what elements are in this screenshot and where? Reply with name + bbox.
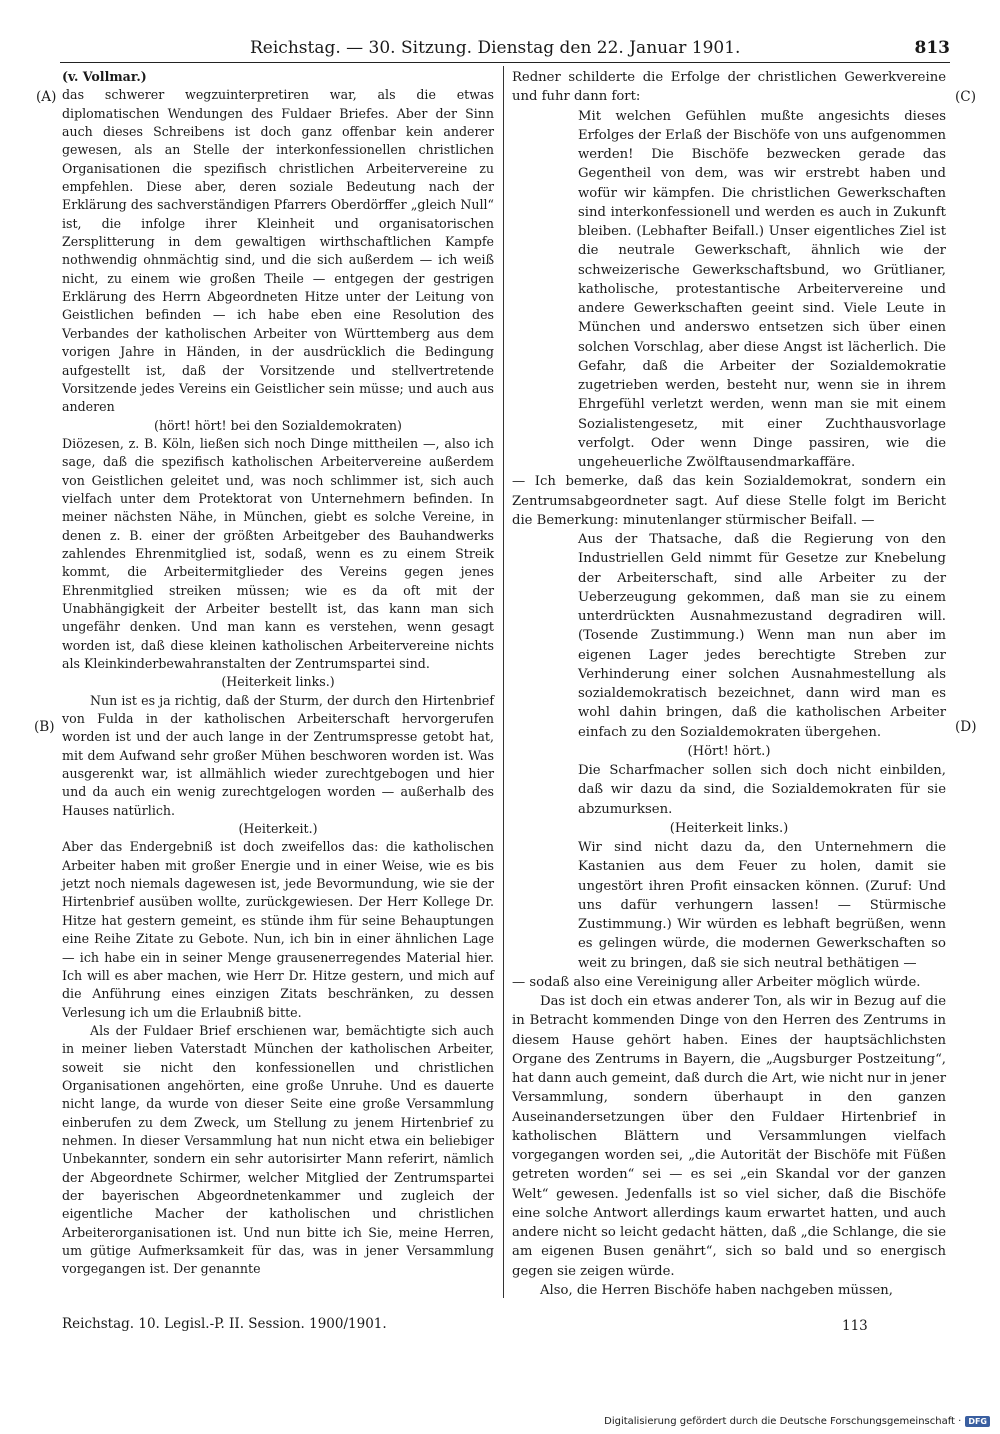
interjection: (Heiterkeit links.) (221, 674, 335, 690)
paragraph: das schwerer wegzuinterpretiren war, als die etwas diplomatischen Wendungen des Fuldaer Briefes. Aber der Sinn auch dieses Schreibens ist doch ganz offenbar kein anderer gewesen, als an Stelle der interkonfessionellen christlichen Organisationen die spezifisch christlichen Arbeitervereine zu empfehlen. Diese aber, deren soziale Bedeutung nach der Erklärung des sachverständigen Pfarrers Oberdörffer „gleich Null“ ist, die infolge ihrer Kleinheit und organisatorischen Zersplitterung in dem gewaltigen wirthschaftlichen Kampfe nothwendig ohnmächtig sind, und die sich außerdem — ich weiß nicht, zu einem wie großen Theile — entgegen der gestrigen Erklärung des Herrn Abgeordneten Hitze unter der Leitung von Geistlichen befinden — ich habe eben eine Resolution des Verbandes der katholischen Arbeiter von Württemberg aus dem vorigen Jahre in Händen, in der ausdrücklich die Bedingung aufgestellt ist, daß der Vorsitzende und stellvertretende Vorsitzende jedes Vereins ein Geistlicher sein müsse; und auch aus anderen (62, 87, 494, 415)
paragraph: Das ist doch ein etwas anderer Ton, als wir in Bezug auf die in Betracht kommenden Dinge von den Herren des Zentrums in diesem Hause gehört haben. Eines der hauptsächlichsten Organe des Zentrums in Bayern, die „Augsburger Postzeitung“, hat dann auch gemeint, daß durch die Art, wie nicht nur in jener Versammlung, sondern überhaupt in den ganzen Auseinandersetzungen über den Fuldaer Hirtenbrief in katholischen Blättern und Versammlungen vielfach vorgegangen worden sei, „die Autorität der Bischöfe mit Füßen getreten worden“ sei — es sei „ein Skandal vor der ganzen Welt“ gewesen. Jedenfalls ist so viel sicher, daß die Bischöfe eine solche Antwort allerdings kaum erwartet hatten, und auch andere nicht so leicht gedacht hätten, daß „die Schlange, die sie am eigenen Busen genährt“, sich so bald und so energisch gegen sie zeigen würde. (512, 994, 946, 1279)
credit-text: Digitalisierung gefördert durch die Deutsche Forschungsgemeinschaft · (604, 1416, 962, 1427)
margin-marker-c: (C) (955, 89, 977, 105)
column-divider (503, 66, 504, 1298)
paragraph: Redner schilderte die Erfolge der christlichen Gewerkvereine und fuhr dann fort: (512, 70, 946, 105)
footer-imprint: Reichstag. 10. Legisl.-P. II. Session. 1900/1901. (62, 1316, 387, 1332)
paragraph: — Ich bemerke, daß das kein Sozialdemokrat, sondern ein Zentrumsabgeordneter sagt. Auf diese Stelle folgt im Bericht die Bemerkung: minutenlanger stürmischer Beifall. — (512, 474, 946, 528)
left-column (62, 68, 494, 1279)
paragraph: Diözesen, z. B. Köln, ließen sich noch Dinge mittheilen —, also ich sage, daß die spezifisch katholischen Arbeitervereine außerdem von Geistlichen geleitet und, was noch schlimmer ist, sich auch vielfach unter dem Protektorat von Unternehmern befinden. In meiner nächsten Nähe, in München, giebt es solche Vereine, in denen z. B. einer der größten Arbeitgeber des Bauhandwerks zahlendes Ehrenmitglied ist, sodaß, wenn es zu einem Streik kommt, die Arbeitermitglieder des Vereins gegen jenes Ehrenmitglied streiken müssen; wie es da oft mit der Unabhängigkeit der Arbeiter bestellt ist, das kann man sich ungefähr denken. Und man kann es verstehen, wenn gesagt worden ist, daß diese kleinen katholischen Arbeitervereine nichts als Kleinkinderbewahranstalten der Zentrumspartei sind. (62, 435, 494, 671)
margin-marker-d: (D) (955, 719, 977, 735)
digitization-credit (604, 1416, 990, 1427)
footer-signature: 113 (842, 1318, 868, 1334)
interjection: (Heiterkeit.) (238, 821, 318, 837)
margin-marker-b: (B) (34, 719, 55, 735)
paragraph: Aber das Endergebniß ist doch zweifellos das: die katholischen Arbeiter haben mit großer Energie und in einer Weise, wie es bis jetzt noch niemals dagewesen ist, jede Bevormundung, wie sie der Hirtenbrief ausüben wollte, zurückgewiesen. Der Herr Kollege Dr. Hitze hat gestern gemeint, es stünde ihm für seine Behauptungen eine Reihe Zitate zu Gebote. Nun, ich bin in einer ähnlichen Lage — ich habe ein in seiner Menge grausenerregendes Material hier. Ich will es aber machen, wie Herr Dr. Hitze gestern, und mich auf die Anführung eines einzigen Zitats beschränken, zu dessen Verlesung ich um die Erlaubniß bitte. (62, 839, 494, 1020)
paragraph: Als der Fuldaer Brief erschienen war, bemächtigte sich auch in meiner lieben Vaterstadt München der katholischen Arbeiter, soweit sie nicht den konfessionellen und christlichen Organisationen angehörten, eine große Unruhe. Und es dauerte nicht lange, da wurde von dieser Seite eine große Versammlung einberufen zu dem Zweck, um Stellung zu jenem Hirtenbrief zu nehmen. In dieser Versammlung hat nun nicht etwa ein beliebiger Unbekannter, sondern ein sehr autorisirter Mann referirt, nämlich der Abgeordnete Schirmer, welcher Mitglied der Zentrumspartei der bayerischen Abgeordnetenkammer und zugleich der eigentliche Macher der katholischen und christlichen Arbeiterorganisationen ist. Und nun bitte ich Sie, meine Herren, um gütige Aufmerksamkeit für das, was in jener Versammlung vorgegangen ist. Der genannte (62, 1022, 494, 1277)
paragraph: Also, die Herren Bischöfe haben nachgeben müssen, (540, 1282, 893, 1298)
interjection: (Hört! hört.) (687, 743, 771, 759)
quotation: Aus der Thatsache, daß die Regierung von den Industriellen Geld nimmt für Gesetze zur Knebelung der Arbeiterschaft, sind alle Arbeiter zu der Ueberzeugung gekommen, daß man sie zu einem unterdrückten Ausnahmezustand degradiren will. (Tosende Zustimmung.) Wenn man nun aber im eigenen Lager jedes berechtigte Streben zur Verhinderung einer solchen Ausnahmestellung als sozialdemokratisch bezeichnet, dann wird man es wohl dahin bringen, daß die katholischen Arbeiter einfach zu den Sozialdemokraten übergehen. (578, 532, 946, 740)
paragraph: Nun ist es ja richtig, daß der Sturm, der durch den Hirtenbrief von Fulda in der katholischen Arbeiterschaft hervorgerufen worden ist und der auch lange in der Zentrumspresse getobt hat, mit dem Aufwand sehr großer Mühen beschworen worden ist. Was ausgerenkt war, ist allmählich wieder zurechtgebogen und hier und da auch ein wenig zurechtgelogen worden — außerhalb des Hauses natürlich. (62, 692, 494, 818)
interjection: (Heiterkeit links.) (669, 820, 789, 836)
speaker-name: (v. Vollmar.) (62, 69, 147, 84)
quotation: Wir sind nicht dazu da, den Unternehmern die Kastanien aus dem Feuer zu holen, damit sie ungestört ihren Profit einsacken können. (Zuruf: Und uns dafür verhungern lassen! — Stürmische Zustimmung.) Wir würden es lebhaft begrüßen, wenn es gelingen würde, die modernen Gewerkschaften so weit zu bringen, daß sie sich neutral bethätigen — (578, 840, 946, 971)
quotation: Die Scharfmacher sollen sich doch nicht einbilden, daß wir dazu da sind, die Sozialdemokraten für sie abzumurksen. (578, 763, 946, 817)
interjection: (hört! hört! bei den Sozialdemokraten) (154, 417, 402, 433)
right-column (512, 68, 946, 1300)
paragraph: — sodaß also eine Vereinigung aller Arbeiter möglich würde. (512, 974, 921, 990)
header-title: Reichstag. — 30. Sitzung. Dienstag den 22. Januar 1901. (250, 38, 741, 58)
page-number: 813 (914, 38, 950, 58)
running-header (60, 38, 950, 63)
quotation: Mit welchen Gefühlen mußte angesichts dieses Erfolges der Erlaß der Bischöfe von uns aufgenommen werden! Die Bischöfe bezwecken gerade das Gegentheil von dem, was wir erstrebt haben und wofür wir kämpfen. Die christlichen Gewerkschaften sind interkonfessionell und werden es auch in Zukunft bleiben. (Lebhafter Beifall.) Unser eigentliches Ziel ist die neutrale Gewerkschaft, ähnlich wie der schweizerische Gewerkschaftsbund, wo Grütlianer, katholische, protestantische Arbeitervereine und andere Gewerkschaften geeint sind. Viele Leute in München und anderswo entsetzen sich über einen solchen Vorschlag, aber diese Angst ist lächerlich. Die Gefahr, daß die Arbeiter der Sozialdemokratie zugetrieben werden, besteht nur, wenn sie in ihrem Ehrgefühl verletzt werden, wenn man sie mit einem Sozialistengesetz, mit einer Zuchthausvorlage verfolgt. Oder wenn Dinge passiren, wie die ungeheuerliche Zwölftausendmarkaffäre. (578, 108, 946, 470)
margin-marker-a: (A) (36, 89, 57, 105)
dfg-logo: DFG (965, 1416, 990, 1427)
